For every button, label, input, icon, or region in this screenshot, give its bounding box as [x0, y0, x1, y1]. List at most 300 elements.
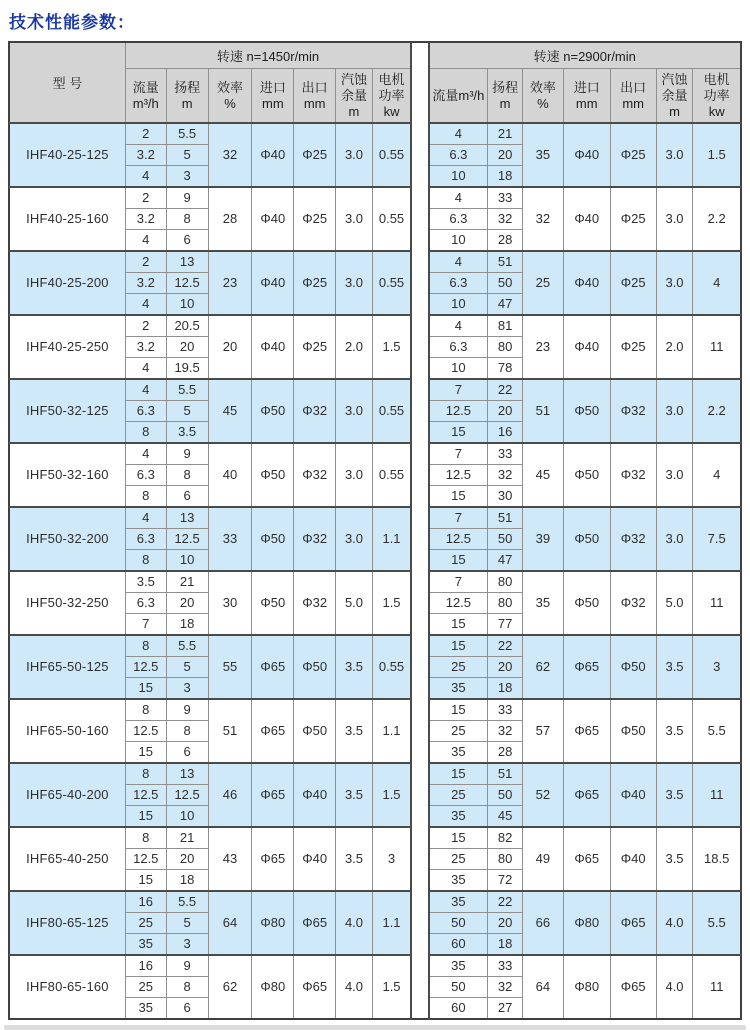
head-cell-1450: 9 — [166, 955, 208, 977]
inlet-cell-2900: Φ65 — [563, 635, 610, 699]
page-title: 技术性能参数： — [9, 13, 135, 32]
flow-cell-1450: 2 — [125, 123, 166, 145]
power-cell-2900: 11 — [693, 315, 741, 379]
section-gap — [411, 315, 428, 379]
inlet-cell-1450: Φ50 — [252, 571, 294, 635]
flow-cell-2900: 12.5 — [429, 401, 488, 422]
section-gap — [411, 187, 428, 251]
flow-cell-2900: 4 — [429, 315, 488, 337]
flow-cell-1450: 12.5 — [125, 657, 166, 678]
head-cell-1450: 3 — [166, 678, 208, 700]
flow-cell-2900: 50 — [429, 977, 488, 998]
table-row — [9, 443, 741, 465]
power-cell-1450: 1.5 — [372, 955, 411, 1019]
model-cell: IHF65-50-125 — [9, 635, 125, 699]
head-cell-1450: 5.5 — [166, 635, 208, 657]
flow-cell-2900: 6.3 — [429, 273, 488, 294]
flow-cell-1450: 6.3 — [125, 401, 166, 422]
outlet-cell-2900: Φ65 — [610, 955, 656, 1019]
head-cell-2900: 18 — [488, 934, 523, 956]
power-cell-1450: 0.55 — [372, 123, 411, 187]
npsh-cell-2900: 3.5 — [656, 635, 693, 699]
inlet-cell-2900: Φ40 — [563, 315, 610, 379]
head-cell-2900: 81 — [488, 315, 523, 337]
flow-cell-1450: 16 — [125, 891, 166, 913]
npsh-cell-2900: 3.0 — [656, 123, 693, 187]
section-gap — [411, 507, 428, 571]
power-cell-1450: 1.1 — [372, 699, 411, 763]
head-cell-2900: 32 — [488, 977, 523, 998]
head-cell-2900: 72 — [488, 870, 523, 892]
outlet-cell-2900: Φ32 — [610, 379, 656, 443]
inlet-cell-2900: Φ40 — [563, 123, 610, 187]
flow-cell-1450: 25 — [125, 913, 166, 934]
outlet-cell-2900: Φ25 — [610, 251, 656, 315]
head-cell-2900: 51 — [488, 507, 523, 529]
npsh-cell-2900: 3.5 — [656, 699, 693, 763]
head-cell-2900: 51 — [488, 251, 523, 273]
flow-cell-1450: 2 — [125, 315, 166, 337]
power-cell-1450: 3 — [372, 827, 411, 891]
flow-cell-2900: 35 — [429, 955, 488, 977]
npsh-cell-1450: 3.5 — [336, 827, 373, 891]
head-cell-2900: 50 — [488, 273, 523, 294]
section-gap — [411, 891, 428, 955]
section-gap — [411, 123, 428, 187]
outlet-cell-1450: Φ32 — [294, 443, 336, 507]
inlet-cell-1450: Φ40 — [252, 251, 294, 315]
efficiency-header-2900: 效率 % — [522, 69, 563, 124]
head-cell-1450: 5.5 — [166, 891, 208, 913]
npsh-header-1450: 汽蚀 余量 m — [336, 69, 373, 124]
section-gap — [411, 251, 428, 315]
power-cell-1450: 1.1 — [372, 891, 411, 955]
flow-cell-1450: 7 — [125, 614, 166, 636]
head-cell-2900: 27 — [488, 998, 523, 1020]
head-cell-1450: 20 — [166, 849, 208, 870]
model-cell: IHF40-25-125 — [9, 123, 125, 187]
efficiency-cell-2900: 57 — [522, 699, 563, 763]
inlet-cell-2900: Φ65 — [563, 699, 610, 763]
flow-cell-1450: 12.5 — [125, 849, 166, 870]
power-cell-1450: 0.55 — [372, 443, 411, 507]
head-cell-1450: 21 — [166, 571, 208, 593]
head-cell-1450: 5 — [166, 913, 208, 934]
flow-cell-2900: 12.5 — [429, 593, 488, 614]
flow-cell-2900: 6.3 — [429, 209, 488, 230]
head-cell-1450: 5.5 — [166, 123, 208, 145]
table-row — [9, 315, 741, 337]
head-cell-2900: 28 — [488, 230, 523, 252]
inlet-header-1450: 进口 mm — [252, 69, 294, 124]
flow-cell-1450: 2 — [125, 251, 166, 273]
section-gap — [411, 699, 428, 763]
head-cell-2900: 47 — [488, 550, 523, 572]
efficiency-cell-2900: 35 — [522, 571, 563, 635]
head-cell-2900: 47 — [488, 294, 523, 316]
flow-cell-2900: 25 — [429, 785, 488, 806]
inlet-cell-2900: Φ80 — [563, 891, 610, 955]
flow-cell-1450: 8 — [125, 635, 166, 657]
head-cell-1450: 3.5 — [166, 422, 208, 444]
efficiency-header-1450: 效率 % — [208, 69, 252, 124]
flow-cell-1450: 8 — [125, 827, 166, 849]
efficiency-cell-2900: 51 — [522, 379, 563, 443]
flow-cell-1450: 8 — [125, 486, 166, 508]
flow-cell-2900: 7 — [429, 571, 488, 593]
model-cell: IHF40-25-250 — [9, 315, 125, 379]
inlet-cell-1450: Φ65 — [252, 763, 294, 827]
inlet-cell-2900: Φ40 — [563, 251, 610, 315]
head-cell-1450: 5.5 — [166, 379, 208, 401]
outlet-cell-1450: Φ25 — [294, 187, 336, 251]
outlet-cell-2900: Φ25 — [610, 315, 656, 379]
head-cell-1450: 19.5 — [166, 358, 208, 380]
npsh-cell-2900: 4.0 — [656, 891, 693, 955]
table-row — [9, 827, 741, 849]
outlet-cell-1450: Φ32 — [294, 571, 336, 635]
model-cell: IHF40-25-200 — [9, 251, 125, 315]
outlet-cell-2900: Φ25 — [610, 187, 656, 251]
efficiency-cell-1450: 55 — [208, 635, 252, 699]
head-cell-2900: 33 — [488, 443, 523, 465]
flow-cell-1450: 6.3 — [125, 529, 166, 550]
flow-cell-2900: 15 — [429, 763, 488, 785]
flow-cell-1450: 4 — [125, 230, 166, 252]
efficiency-cell-2900: 39 — [522, 507, 563, 571]
power-cell-2900: 11 — [693, 955, 741, 1019]
outlet-cell-2900: Φ65 — [610, 891, 656, 955]
flow-cell-1450: 3.2 — [125, 209, 166, 230]
power-cell-2900: 5.5 — [693, 699, 741, 763]
section-header-1450: 转速 n=1450r/min — [125, 42, 411, 69]
outlet-cell-1450: Φ50 — [294, 635, 336, 699]
npsh-cell-2900: 3.0 — [656, 379, 693, 443]
section-gap — [411, 379, 428, 443]
head-cell-1450: 9 — [166, 187, 208, 209]
outlet-cell-2900: Φ50 — [610, 699, 656, 763]
outlet-cell-2900: Φ50 — [610, 635, 656, 699]
efficiency-cell-2900: 52 — [522, 763, 563, 827]
npsh-cell-1450: 3.5 — [336, 699, 373, 763]
inlet-cell-1450: Φ50 — [252, 443, 294, 507]
efficiency-cell-1450: 51 — [208, 699, 252, 763]
flow-cell-2900: 25 — [429, 721, 488, 742]
head-cell-2900: 18 — [488, 166, 523, 188]
head-cell-2900: 50 — [488, 785, 523, 806]
flow-cell-1450: 15 — [125, 806, 166, 828]
model-cell: IHF80-65-125 — [9, 891, 125, 955]
section-gap — [411, 827, 428, 891]
flow-cell-1450: 3.2 — [125, 337, 166, 358]
head-cell-2900: 30 — [488, 486, 523, 508]
head-cell-1450: 3 — [166, 166, 208, 188]
power-cell-1450: 1.1 — [372, 507, 411, 571]
model-cell: IHF65-40-200 — [9, 763, 125, 827]
flow-cell-2900: 6.3 — [429, 145, 488, 166]
flow-cell-2900: 12.5 — [429, 529, 488, 550]
inlet-cell-2900: Φ50 — [563, 507, 610, 571]
head-cell-2900: 32 — [488, 209, 523, 230]
inlet-cell-1450: Φ50 — [252, 379, 294, 443]
inlet-cell-2900: Φ65 — [563, 827, 610, 891]
head-cell-1450: 5 — [166, 145, 208, 166]
inlet-cell-1450: Φ65 — [252, 635, 294, 699]
head-cell-1450: 13 — [166, 507, 208, 529]
section-gap — [411, 955, 428, 1019]
inlet-cell-2900: Φ80 — [563, 955, 610, 1019]
flow-cell-2900: 10 — [429, 230, 488, 252]
section-gap — [411, 635, 428, 699]
efficiency-cell-1450: 30 — [208, 571, 252, 635]
table-row — [9, 379, 741, 401]
npsh-cell-1450: 3.0 — [336, 379, 373, 443]
efficiency-cell-1450: 40 — [208, 443, 252, 507]
npsh-cell-2900: 3.0 — [656, 443, 693, 507]
power-cell-1450: 1.5 — [372, 571, 411, 635]
performance-table — [8, 41, 742, 1020]
outlet-header-1450: 出口 mm — [294, 69, 336, 124]
flow-cell-2900: 7 — [429, 379, 488, 401]
flow-cell-2900: 4 — [429, 187, 488, 209]
page-bottom-shadow — [4, 1025, 746, 1030]
head-cell-1450: 8 — [166, 465, 208, 486]
flow-cell-1450: 4 — [125, 294, 166, 316]
head-cell-1450: 21 — [166, 827, 208, 849]
flow-cell-2900: 15 — [429, 827, 488, 849]
outlet-cell-1450: Φ40 — [294, 827, 336, 891]
flow-cell-1450: 12.5 — [125, 785, 166, 806]
flow-cell-2900: 7 — [429, 443, 488, 465]
power-cell-1450: 1.5 — [372, 763, 411, 827]
head-cell-1450: 5 — [166, 401, 208, 422]
flow-cell-1450: 8 — [125, 422, 166, 444]
head-cell-1450: 6 — [166, 998, 208, 1020]
inlet-cell-2900: Φ65 — [563, 763, 610, 827]
power-cell-1450: 0.55 — [372, 635, 411, 699]
inlet-cell-1450: Φ80 — [252, 955, 294, 1019]
power-cell-2900: 5.5 — [693, 891, 741, 955]
power-cell-2900: 2.2 — [693, 379, 741, 443]
head-cell-1450: 12.5 — [166, 273, 208, 294]
flow-cell-1450: 3.2 — [125, 273, 166, 294]
flow-cell-1450: 8 — [125, 763, 166, 785]
power-cell-2900: 18.5 — [693, 827, 741, 891]
outlet-cell-1450: Φ65 — [294, 955, 336, 1019]
head-cell-2900: 22 — [488, 891, 523, 913]
head-cell-2900: 21 — [488, 123, 523, 145]
inlet-cell-1450: Φ50 — [252, 507, 294, 571]
flow-cell-2900: 25 — [429, 657, 488, 678]
flow-header-1450: 流量 m³/h — [125, 69, 166, 124]
head-cell-2900: 22 — [488, 379, 523, 401]
flow-cell-1450: 4 — [125, 358, 166, 380]
model-cell: IHF50-32-200 — [9, 507, 125, 571]
table-row — [9, 891, 741, 913]
flow-cell-1450: 6.3 — [125, 465, 166, 486]
npsh-cell-2900: 3.0 — [656, 187, 693, 251]
npsh-cell-2900: 3.0 — [656, 507, 693, 571]
head-cell-1450: 10 — [166, 294, 208, 316]
npsh-cell-2900: 3.0 — [656, 251, 693, 315]
outlet-header-2900: 出口 mm — [610, 69, 656, 124]
flow-cell-2900: 60 — [429, 998, 488, 1020]
flow-cell-1450: 15 — [125, 870, 166, 892]
flow-cell-1450: 3.5 — [125, 571, 166, 593]
outlet-cell-1450: Φ25 — [294, 315, 336, 379]
head-cell-2900: 78 — [488, 358, 523, 380]
head-cell-2900: 32 — [488, 465, 523, 486]
head-cell-1450: 3 — [166, 934, 208, 956]
head-cell-2900: 80 — [488, 593, 523, 614]
efficiency-cell-1450: 23 — [208, 251, 252, 315]
flow-cell-1450: 16 — [125, 955, 166, 977]
head-cell-2900: 18 — [488, 678, 523, 700]
head-cell-2900: 82 — [488, 827, 523, 849]
section-gap — [411, 42, 428, 123]
inlet-cell-1450: Φ65 — [252, 699, 294, 763]
outlet-cell-1450: Φ50 — [294, 699, 336, 763]
flow-cell-2900: 60 — [429, 934, 488, 956]
outlet-cell-1450: Φ32 — [294, 379, 336, 443]
flow-cell-2900: 35 — [429, 891, 488, 913]
flow-cell-2900: 15 — [429, 422, 488, 444]
head-cell-1450: 8 — [166, 209, 208, 230]
npsh-cell-1450: 5.0 — [336, 571, 373, 635]
outlet-cell-2900: Φ32 — [610, 507, 656, 571]
inlet-cell-1450: Φ40 — [252, 315, 294, 379]
flow-cell-2900: 35 — [429, 742, 488, 764]
section-header-2900: 转速 n=2900r/min — [429, 42, 741, 69]
power-header-1450: 电机 功率 kw — [372, 69, 411, 124]
head-cell-2900: 51 — [488, 763, 523, 785]
flow-cell-2900: 4 — [429, 123, 488, 145]
npsh-header-2900: 汽蚀 余量 m — [656, 69, 693, 124]
npsh-cell-2900: 3.5 — [656, 827, 693, 891]
model-cell: IHF50-32-160 — [9, 443, 125, 507]
outlet-cell-1450: Φ65 — [294, 891, 336, 955]
head-cell-2900: 45 — [488, 806, 523, 828]
inlet-cell-1450: Φ40 — [252, 187, 294, 251]
flow-cell-1450: 8 — [125, 550, 166, 572]
flow-cell-2900: 12.5 — [429, 465, 488, 486]
outlet-cell-2900: Φ40 — [610, 827, 656, 891]
power-header-2900: 电机 功率 kw — [693, 69, 741, 124]
model-cell: IHF80-65-160 — [9, 955, 125, 1019]
npsh-cell-2900: 4.0 — [656, 955, 693, 1019]
efficiency-cell-1450: 46 — [208, 763, 252, 827]
npsh-cell-1450: 3.0 — [336, 187, 373, 251]
flow-cell-2900: 35 — [429, 806, 488, 828]
table-head — [9, 42, 741, 123]
npsh-cell-1450: 2.0 — [336, 315, 373, 379]
flow-cell-1450: 35 — [125, 998, 166, 1020]
table-row — [9, 955, 741, 977]
flow-cell-1450: 2 — [125, 187, 166, 209]
efficiency-cell-1450: 43 — [208, 827, 252, 891]
model-column-header: 型 号 — [9, 42, 125, 123]
table-row — [9, 763, 741, 785]
efficiency-cell-2900: 62 — [522, 635, 563, 699]
power-cell-1450: 0.55 — [372, 187, 411, 251]
head-cell-2900: 77 — [488, 614, 523, 636]
model-cell: IHF50-32-125 — [9, 379, 125, 443]
flow-cell-2900: 15 — [429, 550, 488, 572]
efficiency-cell-2900: 64 — [522, 955, 563, 1019]
head-cell-2900: 80 — [488, 337, 523, 358]
npsh-cell-1450: 3.5 — [336, 635, 373, 699]
flow-cell-2900: 35 — [429, 678, 488, 700]
efficiency-cell-2900: 25 — [522, 251, 563, 315]
inlet-cell-2900: Φ50 — [563, 571, 610, 635]
head-cell-2900: 33 — [488, 187, 523, 209]
head-cell-1450: 8 — [166, 721, 208, 742]
efficiency-cell-2900: 23 — [522, 315, 563, 379]
head-cell-1450: 6 — [166, 230, 208, 252]
flow-cell-2900: 35 — [429, 870, 488, 892]
head-cell-2900: 33 — [488, 699, 523, 721]
outlet-cell-2900: Φ40 — [610, 763, 656, 827]
head-cell-1450: 18 — [166, 614, 208, 636]
npsh-cell-1450: 4.0 — [336, 891, 373, 955]
head-cell-2900: 20 — [488, 913, 523, 934]
head-cell-1450: 9 — [166, 699, 208, 721]
power-cell-1450: 0.55 — [372, 251, 411, 315]
flow-cell-2900: 6.3 — [429, 337, 488, 358]
efficiency-cell-2900: 32 — [522, 187, 563, 251]
outlet-cell-1450: Φ32 — [294, 507, 336, 571]
table-row — [9, 507, 741, 529]
npsh-cell-1450: 3.0 — [336, 443, 373, 507]
npsh-cell-1450: 4.0 — [336, 955, 373, 1019]
outlet-cell-1450: Φ25 — [294, 251, 336, 315]
head-cell-2900: 80 — [488, 849, 523, 870]
inlet-cell-2900: Φ50 — [563, 443, 610, 507]
flow-cell-2900: 15 — [429, 699, 488, 721]
outlet-cell-1450: Φ25 — [294, 123, 336, 187]
power-cell-2900: 2.2 — [693, 187, 741, 251]
model-cell: IHF65-40-250 — [9, 827, 125, 891]
table-row — [9, 187, 741, 209]
head-cell-1450: 13 — [166, 251, 208, 273]
efficiency-cell-1450: 32 — [208, 123, 252, 187]
outlet-cell-1450: Φ40 — [294, 763, 336, 827]
table-row — [9, 635, 741, 657]
head-header-2900: 扬程 m — [488, 69, 523, 124]
flow-cell-2900: 15 — [429, 614, 488, 636]
inlet-header-2900: 进口 mm — [563, 69, 610, 124]
table-row — [9, 571, 741, 593]
head-cell-1450: 6 — [166, 742, 208, 764]
table-row — [9, 699, 741, 721]
section-gap — [411, 443, 428, 507]
flow-header-2900: 流量m³/h — [429, 69, 488, 124]
head-header-1450: 扬程 m — [166, 69, 208, 124]
flow-cell-1450: 25 — [125, 977, 166, 998]
section-gap — [411, 571, 428, 635]
power-cell-2900: 1.5 — [693, 123, 741, 187]
flow-cell-2900: 7 — [429, 507, 488, 529]
flow-cell-1450: 3.2 — [125, 145, 166, 166]
head-cell-1450: 9 — [166, 443, 208, 465]
head-cell-1450: 5 — [166, 657, 208, 678]
efficiency-cell-2900: 66 — [522, 891, 563, 955]
head-cell-2900: 20 — [488, 145, 523, 166]
inlet-cell-1450: Φ40 — [252, 123, 294, 187]
head-cell-1450: 10 — [166, 806, 208, 828]
head-cell-2900: 50 — [488, 529, 523, 550]
head-cell-1450: 12.5 — [166, 529, 208, 550]
